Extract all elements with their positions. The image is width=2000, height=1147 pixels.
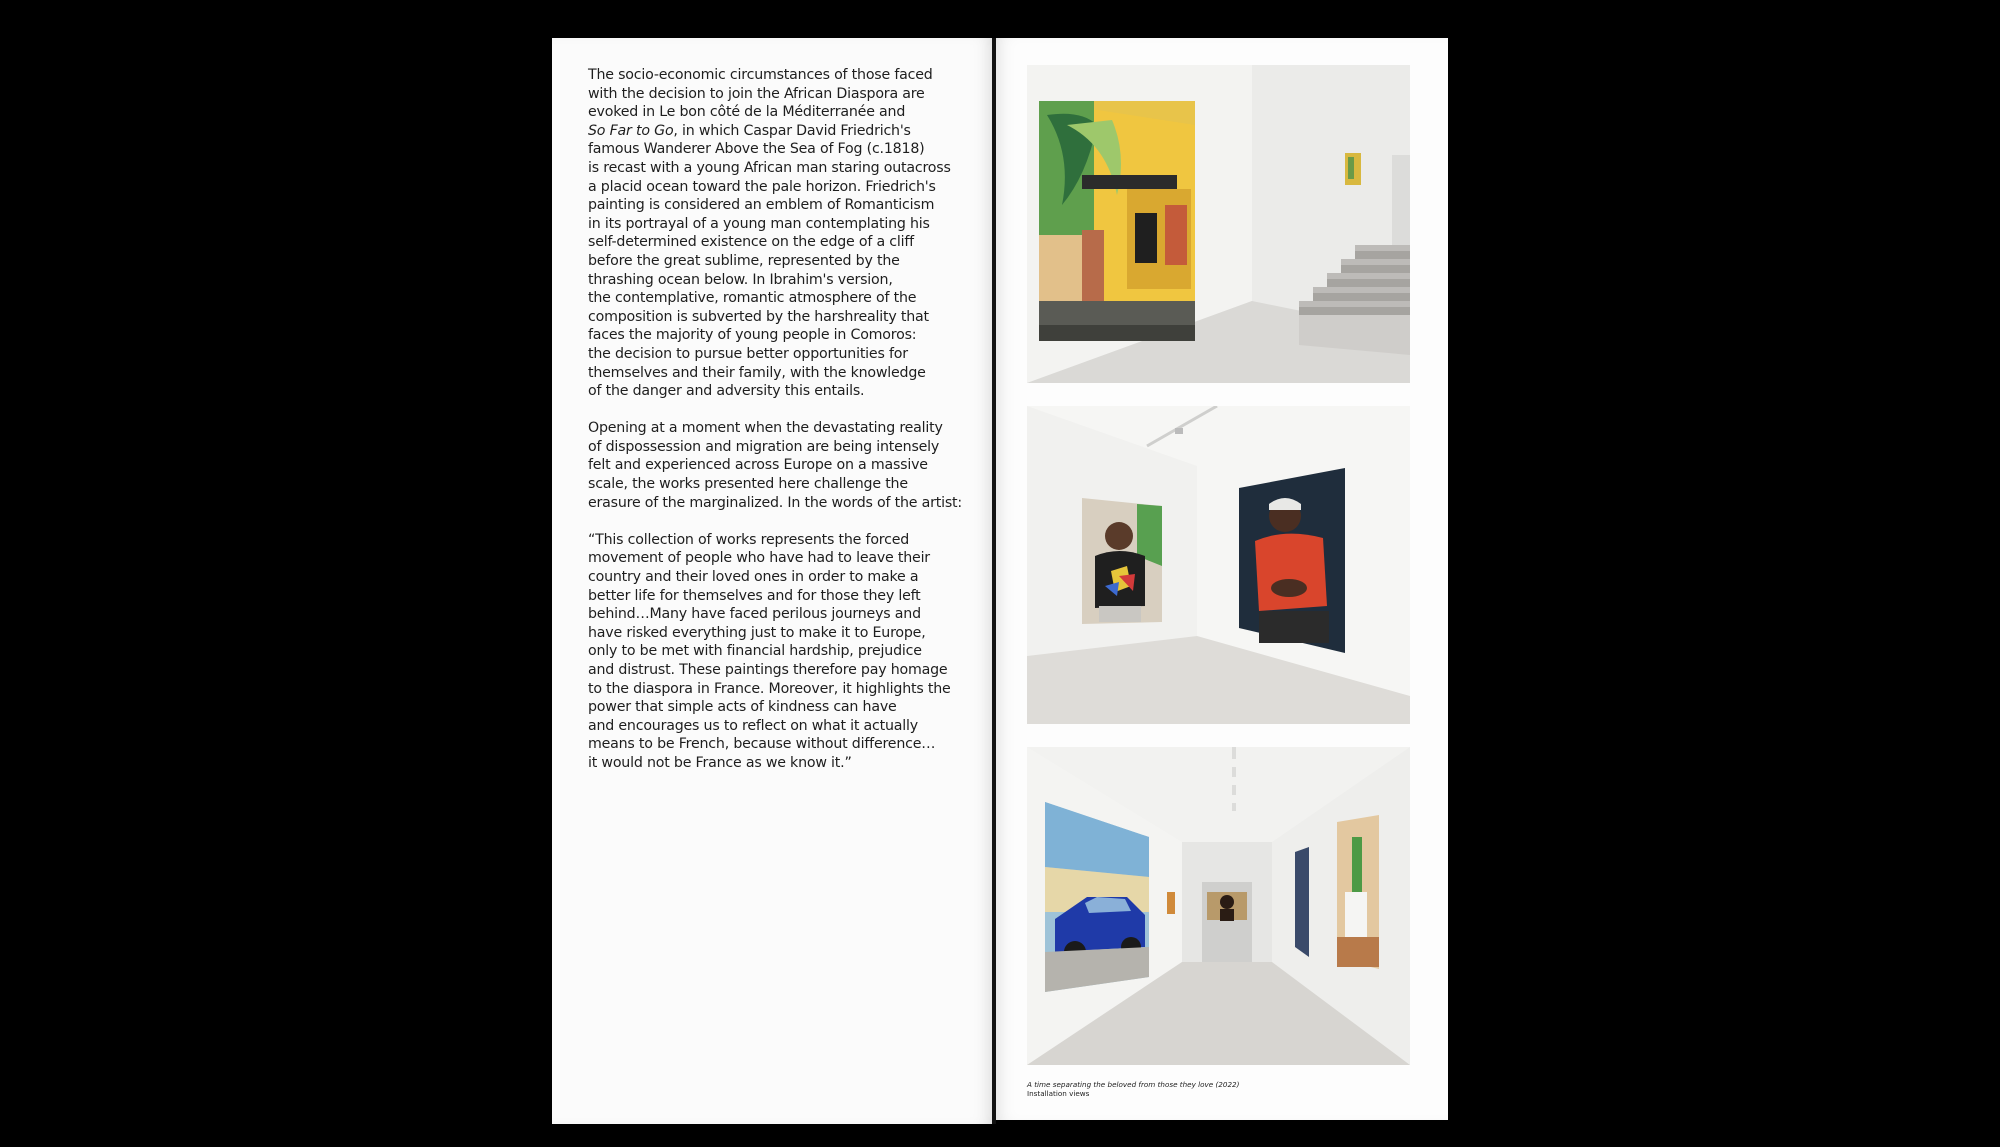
gallery-stairs-illustration: [1027, 65, 1410, 383]
text-line: evoked in Le bon côté de la Méditerranée and: [588, 104, 906, 121]
text-line: and distrust. These paintings therefore pay homage: [588, 662, 948, 678]
text-line: is recast with a young African man staring outacross: [588, 159, 951, 176]
text-line: of the danger and adversity this entails.: [588, 383, 865, 400]
text-line: themselves and their family, with the knowledge: [588, 364, 926, 381]
text-line-italic-title: So Far to Go, in which Caspar David Friedrich's: [588, 122, 911, 139]
caption-subtitle: Installation views: [1027, 1089, 1090, 1098]
text-line: means to be French, because without difference…: [588, 736, 936, 753]
text-line: scale, the works presented here challenge the: [588, 476, 908, 493]
text-line: “This collection of works represents the forced: [588, 531, 910, 548]
text-line: famous Wanderer Above the Sea of Fog (c.1818): [588, 141, 925, 158]
text-line: movement of people who have had to leave their: [588, 550, 930, 567]
text-line: felt and experienced across Europe on a massive: [588, 457, 928, 474]
artist-quote: [588, 531, 983, 773]
text-line: thrashing ocean below. In Ibrahim's version,: [588, 271, 893, 288]
text-line: the decision to pursue better opportunities for: [588, 345, 908, 362]
text-line: composition is subverted by the harshreality that: [588, 308, 929, 325]
text-line: power that simple acts of kindness can have: [588, 699, 897, 716]
caption-title: A time separating the beloved from those they love (2022): [1027, 1080, 1240, 1089]
text-line: and encourages us to reflect on what it actually: [588, 717, 918, 734]
text-line: have risked everything just to make it to Europe,: [588, 624, 926, 641]
text-line: erasure of the marginalized. In the words of the artist:: [588, 494, 962, 511]
text-line: behind…Many have faced perilous journeys and: [588, 606, 921, 623]
text-line: only to be met with financial hardship, prejudice: [588, 643, 922, 660]
text-line: painting is considered an emblem of Romanticism: [588, 197, 935, 214]
essay-text: [588, 66, 983, 791]
text-line: The socio-economic circumstances of those faced: [588, 67, 933, 83]
text-line: with the decision to join the African Diaspora are: [588, 85, 925, 102]
text-line: before the great sublime, represented by the: [588, 252, 900, 269]
paragraph-2: [588, 419, 983, 512]
text-line: it would not be France as we know it.”: [588, 754, 852, 771]
installation-photo-2: [1027, 406, 1410, 724]
text-line: self-determined existence on the edge of a cliff: [588, 234, 914, 251]
paragraph-1: [588, 66, 983, 401]
text-line: country and their loved ones in order to make a: [588, 569, 919, 586]
installation-photo-1: [1027, 65, 1410, 383]
installation-photo-3: [1027, 747, 1410, 1065]
gallery-portraits-illustration: [1027, 406, 1410, 724]
text-line: in its portrayal of a young man contemplating his: [588, 215, 930, 232]
spine-gutter: [992, 38, 996, 1124]
text-line: better life for themselves and for those they left: [588, 587, 921, 604]
photo-caption: [1027, 1080, 1410, 1098]
text-line: Opening at a moment when the devastating reality: [588, 420, 943, 437]
text-line: faces the majority of young people in Comoros:: [588, 327, 917, 344]
text-line: to the diaspora in France. Moreover, it highlights the: [588, 680, 951, 697]
gallery-corridor-illustration: [1027, 747, 1410, 1065]
brochure-spread: [552, 38, 1448, 1124]
text-line: of dispossession and migration are being intensely: [588, 438, 940, 455]
text-line: a placid ocean toward the pale horizon. Friedrich's: [588, 178, 936, 195]
left-page: [552, 38, 994, 1124]
text-line: the contemplative, romantic atmosphere of the: [588, 290, 917, 307]
